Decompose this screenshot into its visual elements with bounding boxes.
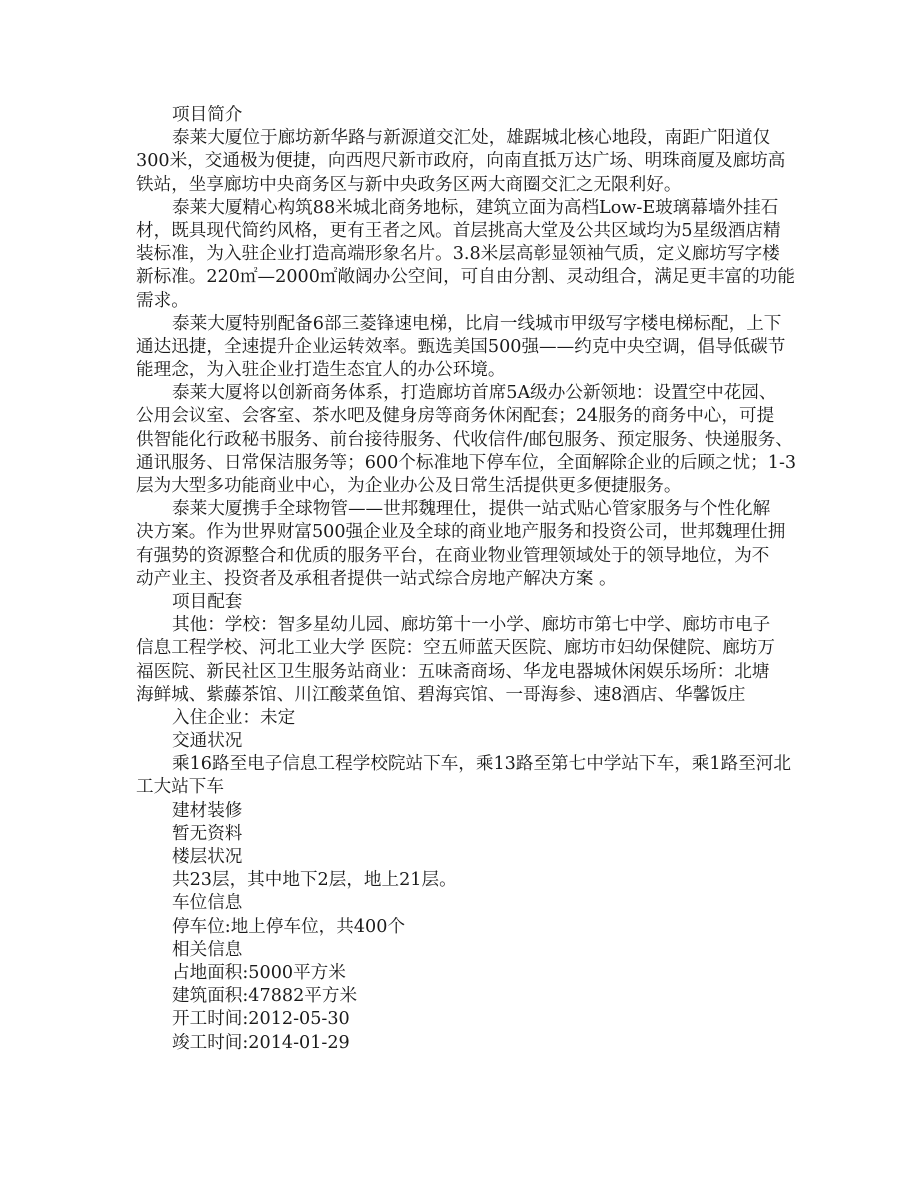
paragraph-line: 装标准，为入驻企业打造高端形象名片。3.8米层高彰显领袖气质，定义廊坊写字楼 [136, 244, 780, 265]
paragraph-line: 信息工程学校、河北工业大学 医院：空五师蓝天医院、廊坊市妇幼保健院、廊坊万 [136, 638, 775, 659]
paragraph-line: 通讯服务、日常保洁服务等；600个标准地下停车位，全面解除企业的后顾之忧；1-3 [136, 452, 797, 473]
paragraph-line: 公用会议室、会客室、茶水吧及健身房等商务休闲配套；24服务的商务中心，可提 [136, 406, 775, 427]
parking-value: 停车位:地上停车位，共400个 [172, 916, 406, 937]
start-date: 开工时间:2012-05-30 [172, 1009, 350, 1030]
paragraph-line: 层为大型多功能商业中心，为企业办公及日常生活提供更多便捷服务。 [136, 476, 682, 496]
paragraph-facilities [136, 614, 796, 707]
paragraph-line: 动产业主、投资者及承租者提供一站式综合房地产解决方案 。 [136, 568, 617, 589]
paragraph-line: 通达迅捷，全速提升企业运转效率。甄选美国500强——约克中央空调，倡导低碳节 [136, 336, 786, 357]
floors-value: 共23层，其中地下2层，地上21层。 [172, 870, 457, 891]
paragraph-line: 供智能化行政秘书服务、前台接待服务、代收信件/邮包服务、预定服务、快递服务、 [136, 429, 793, 450]
section-heading-floors: 楼层状况 [172, 847, 243, 867]
paragraph-line: 泰莱大厦精心构筑88米城北商务地标，建筑立面为高档Low-E玻璃幕墙外挂石 [172, 197, 779, 218]
building-area: 建筑面积:47882平方米 [172, 986, 358, 1007]
section-heading-related: 相关信息 [172, 939, 243, 960]
paragraph-line: 其他：学校：智多星幼儿园、廊坊第十一小学、廊坊市第七中学、廊坊市电子 [172, 615, 771, 636]
paragraph-line: 材，既具现代简约风格，更有王者之风。首层挑高大堂及公共区域均为5星级酒店精 [136, 220, 781, 241]
paragraph-services [136, 382, 796, 498]
paragraph-line: 新标准。220㎡—2000㎡敞阔办公空间，可自由分割、灵动组合，满足更丰富的功能 [136, 267, 795, 288]
paragraph-line: 300米，交通极为便捷，向西咫尺新市政府，向南直抵万达广场、明珠商厦及廊坊高 [136, 151, 786, 172]
completion-date: 竣工时间:2014-01-29 [172, 1032, 350, 1053]
paragraph-location [136, 127, 796, 197]
paragraph-property-management [136, 498, 796, 591]
section-heading-facilities: 项目配套 [172, 591, 243, 612]
section-heading-traffic: 交通状况 [172, 731, 243, 752]
paragraph-line: 福医院、新民社区卫生服务站商业：五味斋商场、华龙电器城休闲娱乐场所：北塘 [136, 661, 770, 682]
land-area: 占地面积:5000平方米 [172, 962, 346, 983]
paragraph-traffic [136, 753, 796, 799]
section-heading-intro: 项目简介 [172, 105, 243, 125]
paragraph-line: 泰莱大厦特别配备6部三菱锋速电梯，比肩一线城市甲级写字楼电梯标配，上下 [172, 313, 782, 334]
paragraph-line: 需求。 [136, 290, 189, 311]
section-heading-parking: 车位信息 [172, 893, 243, 914]
paragraph-elevators [136, 313, 796, 383]
paragraph-line: 铁站，坐享廊坊中央商务区与新中央政务区两大商圈交汇之无限利好。 [136, 174, 682, 195]
paragraph-line: 工大站下车 [136, 777, 224, 798]
paragraph-line: 海鲜城、紫藤茶馆、川江酸菜鱼馆、碧海宾馆、一哥海参、速8酒店、华馨饭庄 [136, 684, 746, 705]
paragraph-line: 泰莱大厦位于廊坊新华路与新源道交汇处，雄踞城北核心地段，南距广阳道仅 [172, 128, 771, 149]
paragraph-line: 泰莱大厦携手全球物管——世邦魏理仕，提供一站式贴心管家服务与个性化解 [172, 499, 771, 520]
section-heading-materials: 建材装修 [172, 800, 243, 821]
materials-value: 暂无资料 [172, 823, 243, 844]
paragraph-line: 有强势的资源整合和优质的服务平台，在商业物业管理领域处于的领导地位，为不 [136, 545, 770, 566]
paragraph-line: 能理念，为入驻企业打造生态宜人的办公环境。 [136, 360, 506, 381]
paragraph-line: 乘16路至电子信息工程学校院站下车，乘13路至第七中学站下车，乘1路至河北 [172, 754, 791, 775]
tenants-info: 入住企业：未定 [172, 707, 296, 728]
paragraph-architecture [136, 197, 796, 313]
paragraph-line: 泰莱大厦将以创新商务体系，打造廊坊首席5A级办公新领地：设置空中花园、 [172, 383, 777, 404]
paragraph-line: 决方案。作为世界财富500强企业及全球的商业地产服务和投资公司，世邦魏理仕拥 [136, 522, 786, 543]
document-page [136, 104, 796, 1055]
